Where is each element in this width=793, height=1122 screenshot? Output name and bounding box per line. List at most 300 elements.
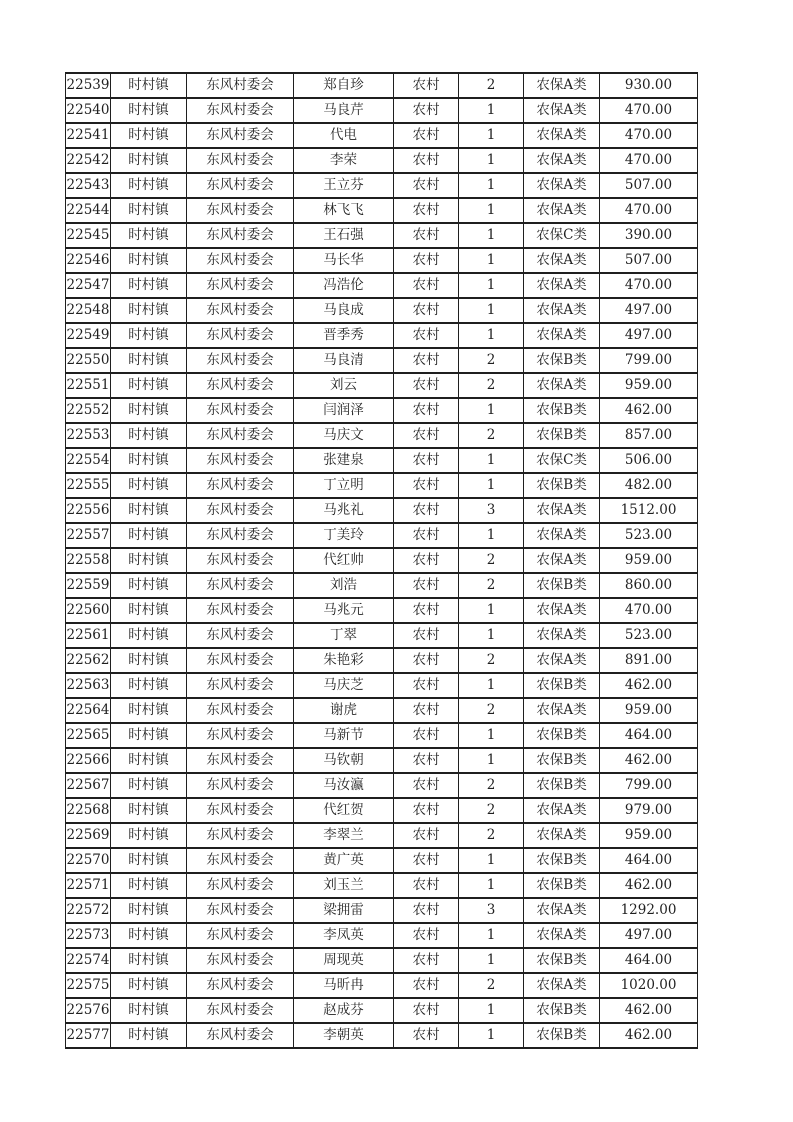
cell-person-name: 马兆元 xyxy=(294,598,394,623)
cell-serial-no: 22566 xyxy=(66,748,111,773)
cell-town: 时村镇 xyxy=(111,123,187,148)
cell-town: 时村镇 xyxy=(111,673,187,698)
cell-person-count: 1 xyxy=(459,998,524,1023)
cell-person-name: 刘云 xyxy=(294,373,394,398)
cell-town: 时村镇 xyxy=(111,148,187,173)
cell-insurance-category: 农保A类 xyxy=(524,148,600,173)
cell-serial-no: 22564 xyxy=(66,698,111,723)
cell-person-count: 2 xyxy=(459,348,524,373)
cell-person-name: 梁拥雷 xyxy=(294,898,394,923)
cell-person-name: 代红帅 xyxy=(294,548,394,573)
cell-serial-no: 22573 xyxy=(66,923,111,948)
cell-person-count: 1 xyxy=(459,123,524,148)
cell-person-name: 丁立明 xyxy=(294,473,394,498)
cell-amount: 482.00 xyxy=(600,473,698,498)
cell-village-committee: 东风村委会 xyxy=(187,73,294,98)
cell-household-category: 农村 xyxy=(394,473,459,498)
cell-insurance-category: 农保C类 xyxy=(524,223,600,248)
table-row xyxy=(66,623,698,648)
cell-serial-no: 22539 xyxy=(66,73,111,98)
cell-person-name: 王立芬 xyxy=(294,173,394,198)
cell-amount: 959.00 xyxy=(600,373,698,398)
cell-serial-no: 22549 xyxy=(66,323,111,348)
cell-household-category: 农村 xyxy=(394,723,459,748)
cell-person-name: 周现英 xyxy=(294,948,394,973)
cell-person-name: 李翠兰 xyxy=(294,823,394,848)
cell-household-category: 农村 xyxy=(394,823,459,848)
cell-serial-no: 22550 xyxy=(66,348,111,373)
cell-person-count: 2 xyxy=(459,548,524,573)
cell-town: 时村镇 xyxy=(111,823,187,848)
table-row xyxy=(66,173,698,198)
table-row xyxy=(66,348,698,373)
cell-person-name: 李朝英 xyxy=(294,1023,394,1048)
table-row xyxy=(66,323,698,348)
cell-person-name: 朱艳彩 xyxy=(294,648,394,673)
cell-serial-no: 22556 xyxy=(66,498,111,523)
cell-insurance-category: 农保A类 xyxy=(524,98,600,123)
cell-serial-no: 22553 xyxy=(66,423,111,448)
cell-household-category: 农村 xyxy=(394,873,459,898)
cell-insurance-category: 农保B类 xyxy=(524,773,600,798)
cell-village-committee: 东风村委会 xyxy=(187,723,294,748)
cell-household-category: 农村 xyxy=(394,773,459,798)
cell-person-count: 1 xyxy=(459,723,524,748)
cell-town: 时村镇 xyxy=(111,298,187,323)
cell-amount: 470.00 xyxy=(600,198,698,223)
cell-amount: 959.00 xyxy=(600,698,698,723)
cell-village-committee: 东风村委会 xyxy=(187,848,294,873)
cell-town: 时村镇 xyxy=(111,448,187,473)
cell-insurance-category: 农保B类 xyxy=(524,948,600,973)
table-row xyxy=(66,973,698,998)
cell-insurance-category: 农保A类 xyxy=(524,623,600,648)
cell-household-category: 农村 xyxy=(394,923,459,948)
cell-person-count: 1 xyxy=(459,523,524,548)
table-row xyxy=(66,923,698,948)
cell-village-committee: 东风村委会 xyxy=(187,223,294,248)
cell-amount: 799.00 xyxy=(600,773,698,798)
cell-town: 时村镇 xyxy=(111,1023,187,1048)
cell-insurance-category: 农保A类 xyxy=(524,698,600,723)
cell-insurance-category: 农保B类 xyxy=(524,998,600,1023)
cell-household-category: 农村 xyxy=(394,898,459,923)
cell-person-count: 1 xyxy=(459,223,524,248)
table-row xyxy=(66,873,698,898)
cell-amount: 470.00 xyxy=(600,598,698,623)
cell-village-committee: 东风村委会 xyxy=(187,448,294,473)
cell-amount: 523.00 xyxy=(600,623,698,648)
cell-insurance-category: 农保A类 xyxy=(524,298,600,323)
cell-amount: 470.00 xyxy=(600,273,698,298)
cell-household-category: 农村 xyxy=(394,998,459,1023)
cell-village-committee: 东风村委会 xyxy=(187,498,294,523)
cell-person-count: 1 xyxy=(459,623,524,648)
cell-insurance-category: 农保B类 xyxy=(524,723,600,748)
cell-insurance-category: 农保A类 xyxy=(524,73,600,98)
table-row xyxy=(66,98,698,123)
cell-amount: 464.00 xyxy=(600,723,698,748)
cell-village-committee: 东风村委会 xyxy=(187,648,294,673)
cell-person-count: 3 xyxy=(459,498,524,523)
cell-household-category: 农村 xyxy=(394,148,459,173)
cell-person-name: 马庆文 xyxy=(294,423,394,448)
cell-household-category: 农村 xyxy=(394,423,459,448)
cell-household-category: 农村 xyxy=(394,673,459,698)
table-row xyxy=(66,948,698,973)
cell-town: 时村镇 xyxy=(111,473,187,498)
cell-household-category: 农村 xyxy=(394,848,459,873)
cell-person-name: 马良芹 xyxy=(294,98,394,123)
cell-village-committee: 东风村委会 xyxy=(187,623,294,648)
cell-amount: 1512.00 xyxy=(600,498,698,523)
cell-town: 时村镇 xyxy=(111,373,187,398)
cell-household-category: 农村 xyxy=(394,398,459,423)
cell-person-count: 1 xyxy=(459,323,524,348)
cell-serial-no: 22567 xyxy=(66,773,111,798)
cell-household-category: 农村 xyxy=(394,498,459,523)
cell-person-count: 1 xyxy=(459,748,524,773)
cell-person-name: 刘浩 xyxy=(294,573,394,598)
cell-amount: 464.00 xyxy=(600,948,698,973)
cell-town: 时村镇 xyxy=(111,348,187,373)
cell-amount: 979.00 xyxy=(600,798,698,823)
cell-town: 时村镇 xyxy=(111,498,187,523)
cell-serial-no: 22574 xyxy=(66,948,111,973)
cell-town: 时村镇 xyxy=(111,798,187,823)
cell-insurance-category: 农保B类 xyxy=(524,573,600,598)
table-row xyxy=(66,748,698,773)
cell-person-count: 1 xyxy=(459,473,524,498)
cell-town: 时村镇 xyxy=(111,173,187,198)
table-body xyxy=(66,73,698,1048)
cell-insurance-category: 农保B类 xyxy=(524,673,600,698)
table-row xyxy=(66,398,698,423)
table-row xyxy=(66,673,698,698)
cell-insurance-category: 农保A类 xyxy=(524,173,600,198)
cell-person-count: 1 xyxy=(459,848,524,873)
cell-insurance-category: 农保A类 xyxy=(524,598,600,623)
cell-household-category: 农村 xyxy=(394,298,459,323)
table-row xyxy=(66,523,698,548)
cell-village-committee: 东风村委会 xyxy=(187,473,294,498)
cell-household-category: 农村 xyxy=(394,523,459,548)
cell-serial-no: 22572 xyxy=(66,898,111,923)
cell-household-category: 农村 xyxy=(394,173,459,198)
cell-person-count: 2 xyxy=(459,798,524,823)
cell-amount: 470.00 xyxy=(600,148,698,173)
cell-person-count: 1 xyxy=(459,448,524,473)
cell-town: 时村镇 xyxy=(111,423,187,448)
cell-insurance-category: 农保A类 xyxy=(524,123,600,148)
cell-household-category: 农村 xyxy=(394,98,459,123)
cell-village-committee: 东风村委会 xyxy=(187,898,294,923)
table-row xyxy=(66,448,698,473)
cell-person-count: 2 xyxy=(459,423,524,448)
table-row xyxy=(66,248,698,273)
cell-amount: 462.00 xyxy=(600,998,698,1023)
cell-insurance-category: 农保A类 xyxy=(524,823,600,848)
cell-amount: 860.00 xyxy=(600,573,698,598)
cell-person-name: 张建泉 xyxy=(294,448,394,473)
cell-village-committee: 东风村委会 xyxy=(187,123,294,148)
table-row xyxy=(66,773,698,798)
cell-village-committee: 东风村委会 xyxy=(187,98,294,123)
cell-amount: 464.00 xyxy=(600,848,698,873)
cell-insurance-category: 农保B类 xyxy=(524,848,600,873)
table-row xyxy=(66,598,698,623)
table-row xyxy=(66,148,698,173)
cell-serial-no: 22540 xyxy=(66,98,111,123)
cell-amount: 930.00 xyxy=(600,73,698,98)
cell-village-committee: 东风村委会 xyxy=(187,423,294,448)
table-row xyxy=(66,298,698,323)
table-row xyxy=(66,373,698,398)
cell-person-name: 李荣 xyxy=(294,148,394,173)
cell-person-name: 马汝瀛 xyxy=(294,773,394,798)
cell-insurance-category: 农保A类 xyxy=(524,498,600,523)
cell-serial-no: 22548 xyxy=(66,298,111,323)
cell-amount: 462.00 xyxy=(600,873,698,898)
cell-person-count: 1 xyxy=(459,198,524,223)
cell-household-category: 农村 xyxy=(394,323,459,348)
cell-amount: 506.00 xyxy=(600,448,698,473)
cell-household-category: 农村 xyxy=(394,273,459,298)
cell-household-category: 农村 xyxy=(394,123,459,148)
cell-household-category: 农村 xyxy=(394,1023,459,1048)
cell-village-committee: 东风村委会 xyxy=(187,273,294,298)
cell-person-count: 2 xyxy=(459,823,524,848)
cell-person-name: 郑自珍 xyxy=(294,73,394,98)
table-row xyxy=(66,648,698,673)
cell-serial-no: 22546 xyxy=(66,248,111,273)
insurance-payment-table xyxy=(65,72,698,1049)
cell-serial-no: 22541 xyxy=(66,123,111,148)
cell-town: 时村镇 xyxy=(111,323,187,348)
cell-amount: 497.00 xyxy=(600,298,698,323)
cell-village-committee: 东风村委会 xyxy=(187,198,294,223)
cell-household-category: 农村 xyxy=(394,698,459,723)
cell-village-committee: 东风村委会 xyxy=(187,873,294,898)
cell-serial-no: 22551 xyxy=(66,373,111,398)
cell-person-count: 2 xyxy=(459,373,524,398)
cell-person-name: 赵成芬 xyxy=(294,998,394,1023)
cell-person-count: 1 xyxy=(459,673,524,698)
cell-household-category: 农村 xyxy=(394,748,459,773)
cell-village-committee: 东风村委会 xyxy=(187,973,294,998)
cell-serial-no: 22575 xyxy=(66,973,111,998)
cell-village-committee: 东风村委会 xyxy=(187,548,294,573)
cell-amount: 462.00 xyxy=(600,748,698,773)
cell-household-category: 农村 xyxy=(394,573,459,598)
cell-person-count: 1 xyxy=(459,948,524,973)
cell-person-count: 1 xyxy=(459,873,524,898)
cell-town: 时村镇 xyxy=(111,973,187,998)
cell-town: 时村镇 xyxy=(111,273,187,298)
cell-village-committee: 东风村委会 xyxy=(187,823,294,848)
cell-amount: 1020.00 xyxy=(600,973,698,998)
cell-person-name: 马钦朝 xyxy=(294,748,394,773)
table-row xyxy=(66,548,698,573)
cell-town: 时村镇 xyxy=(111,773,187,798)
cell-village-committee: 东风村委会 xyxy=(187,573,294,598)
cell-town: 时村镇 xyxy=(111,523,187,548)
cell-insurance-category: 农保B类 xyxy=(524,348,600,373)
cell-person-name: 丁美玲 xyxy=(294,523,394,548)
cell-town: 时村镇 xyxy=(111,598,187,623)
cell-village-committee: 东风村委会 xyxy=(187,773,294,798)
cell-insurance-category: 农保A类 xyxy=(524,973,600,998)
cell-amount: 470.00 xyxy=(600,123,698,148)
cell-amount: 470.00 xyxy=(600,98,698,123)
cell-serial-no: 22562 xyxy=(66,648,111,673)
cell-amount: 507.00 xyxy=(600,248,698,273)
cell-village-committee: 东风村委会 xyxy=(187,323,294,348)
cell-household-category: 农村 xyxy=(394,248,459,273)
table-row xyxy=(66,823,698,848)
cell-village-committee: 东风村委会 xyxy=(187,998,294,1023)
cell-serial-no: 22558 xyxy=(66,548,111,573)
cell-serial-no: 22547 xyxy=(66,273,111,298)
cell-person-count: 1 xyxy=(459,173,524,198)
cell-insurance-category: 农保A类 xyxy=(524,648,600,673)
cell-amount: 462.00 xyxy=(600,398,698,423)
cell-village-committee: 东风村委会 xyxy=(187,298,294,323)
cell-insurance-category: 农保B类 xyxy=(524,473,600,498)
cell-village-committee: 东风村委会 xyxy=(187,373,294,398)
cell-person-name: 晋季秀 xyxy=(294,323,394,348)
cell-person-name: 马良清 xyxy=(294,348,394,373)
cell-person-count: 2 xyxy=(459,573,524,598)
cell-person-name: 林飞飞 xyxy=(294,198,394,223)
cell-serial-no: 22544 xyxy=(66,198,111,223)
table-row xyxy=(66,223,698,248)
cell-town: 时村镇 xyxy=(111,248,187,273)
cell-town: 时村镇 xyxy=(111,223,187,248)
cell-serial-no: 22560 xyxy=(66,598,111,623)
cell-amount: 523.00 xyxy=(600,523,698,548)
cell-insurance-category: 农保C类 xyxy=(524,448,600,473)
cell-serial-no: 22565 xyxy=(66,723,111,748)
cell-village-committee: 东风村委会 xyxy=(187,523,294,548)
cell-serial-no: 22545 xyxy=(66,223,111,248)
cell-person-count: 2 xyxy=(459,698,524,723)
cell-person-name: 黄广英 xyxy=(294,848,394,873)
table-row xyxy=(66,798,698,823)
table-row xyxy=(66,698,698,723)
table-row xyxy=(66,498,698,523)
cell-town: 时村镇 xyxy=(111,648,187,673)
cell-person-name: 刘玉兰 xyxy=(294,873,394,898)
cell-town: 时村镇 xyxy=(111,948,187,973)
cell-amount: 497.00 xyxy=(600,923,698,948)
cell-town: 时村镇 xyxy=(111,748,187,773)
cell-town: 时村镇 xyxy=(111,73,187,98)
cell-household-category: 农村 xyxy=(394,548,459,573)
cell-insurance-category: 农保A类 xyxy=(524,523,600,548)
cell-village-committee: 东风村委会 xyxy=(187,673,294,698)
cell-insurance-category: 农保A类 xyxy=(524,373,600,398)
cell-village-committee: 东风村委会 xyxy=(187,248,294,273)
cell-insurance-category: 农保B类 xyxy=(524,748,600,773)
cell-person-name: 代红贺 xyxy=(294,798,394,823)
cell-household-category: 农村 xyxy=(394,623,459,648)
cell-amount: 507.00 xyxy=(600,173,698,198)
cell-person-name: 冯浩伦 xyxy=(294,273,394,298)
cell-serial-no: 22561 xyxy=(66,623,111,648)
cell-serial-no: 22571 xyxy=(66,873,111,898)
table-row xyxy=(66,123,698,148)
cell-person-count: 1 xyxy=(459,98,524,123)
cell-town: 时村镇 xyxy=(111,898,187,923)
cell-household-category: 农村 xyxy=(394,373,459,398)
cell-person-count: 1 xyxy=(459,273,524,298)
cell-insurance-category: 农保A类 xyxy=(524,198,600,223)
cell-insurance-category: 农保A类 xyxy=(524,798,600,823)
cell-town: 时村镇 xyxy=(111,398,187,423)
cell-town: 时村镇 xyxy=(111,923,187,948)
cell-household-category: 农村 xyxy=(394,973,459,998)
cell-village-committee: 东风村委会 xyxy=(187,1023,294,1048)
cell-serial-no: 22569 xyxy=(66,823,111,848)
cell-insurance-category: 农保A类 xyxy=(524,548,600,573)
cell-insurance-category: 农保A类 xyxy=(524,323,600,348)
cell-serial-no: 22543 xyxy=(66,173,111,198)
cell-amount: 959.00 xyxy=(600,548,698,573)
cell-serial-no: 22552 xyxy=(66,398,111,423)
cell-town: 时村镇 xyxy=(111,198,187,223)
cell-person-count: 1 xyxy=(459,923,524,948)
cell-household-category: 农村 xyxy=(394,73,459,98)
table-row xyxy=(66,198,698,223)
cell-person-count: 1 xyxy=(459,298,524,323)
cell-town: 时村镇 xyxy=(111,998,187,1023)
cell-household-category: 农村 xyxy=(394,948,459,973)
cell-serial-no: 22568 xyxy=(66,798,111,823)
cell-village-committee: 东风村委会 xyxy=(187,348,294,373)
cell-household-category: 农村 xyxy=(394,348,459,373)
cell-person-count: 2 xyxy=(459,73,524,98)
cell-person-name: 李凤英 xyxy=(294,923,394,948)
table-row xyxy=(66,848,698,873)
cell-town: 时村镇 xyxy=(111,848,187,873)
table-row xyxy=(66,73,698,98)
cell-serial-no: 22570 xyxy=(66,848,111,873)
cell-insurance-category: 农保A类 xyxy=(524,898,600,923)
cell-village-committee: 东风村委会 xyxy=(187,698,294,723)
cell-person-count: 1 xyxy=(459,598,524,623)
cell-amount: 959.00 xyxy=(600,823,698,848)
table-row xyxy=(66,723,698,748)
cell-village-committee: 东风村委会 xyxy=(187,948,294,973)
cell-insurance-category: 农保B类 xyxy=(524,1023,600,1048)
table-row xyxy=(66,473,698,498)
cell-person-count: 1 xyxy=(459,248,524,273)
cell-amount: 462.00 xyxy=(600,1023,698,1048)
table-row xyxy=(66,898,698,923)
cell-serial-no: 22542 xyxy=(66,148,111,173)
cell-person-name: 谢虎 xyxy=(294,698,394,723)
cell-village-committee: 东风村委会 xyxy=(187,398,294,423)
cell-insurance-category: 农保A类 xyxy=(524,248,600,273)
cell-household-category: 农村 xyxy=(394,448,459,473)
cell-amount: 497.00 xyxy=(600,323,698,348)
cell-serial-no: 22555 xyxy=(66,473,111,498)
cell-insurance-category: 农保B类 xyxy=(524,873,600,898)
cell-town: 时村镇 xyxy=(111,698,187,723)
cell-person-name: 马兆礼 xyxy=(294,498,394,523)
cell-serial-no: 22559 xyxy=(66,573,111,598)
